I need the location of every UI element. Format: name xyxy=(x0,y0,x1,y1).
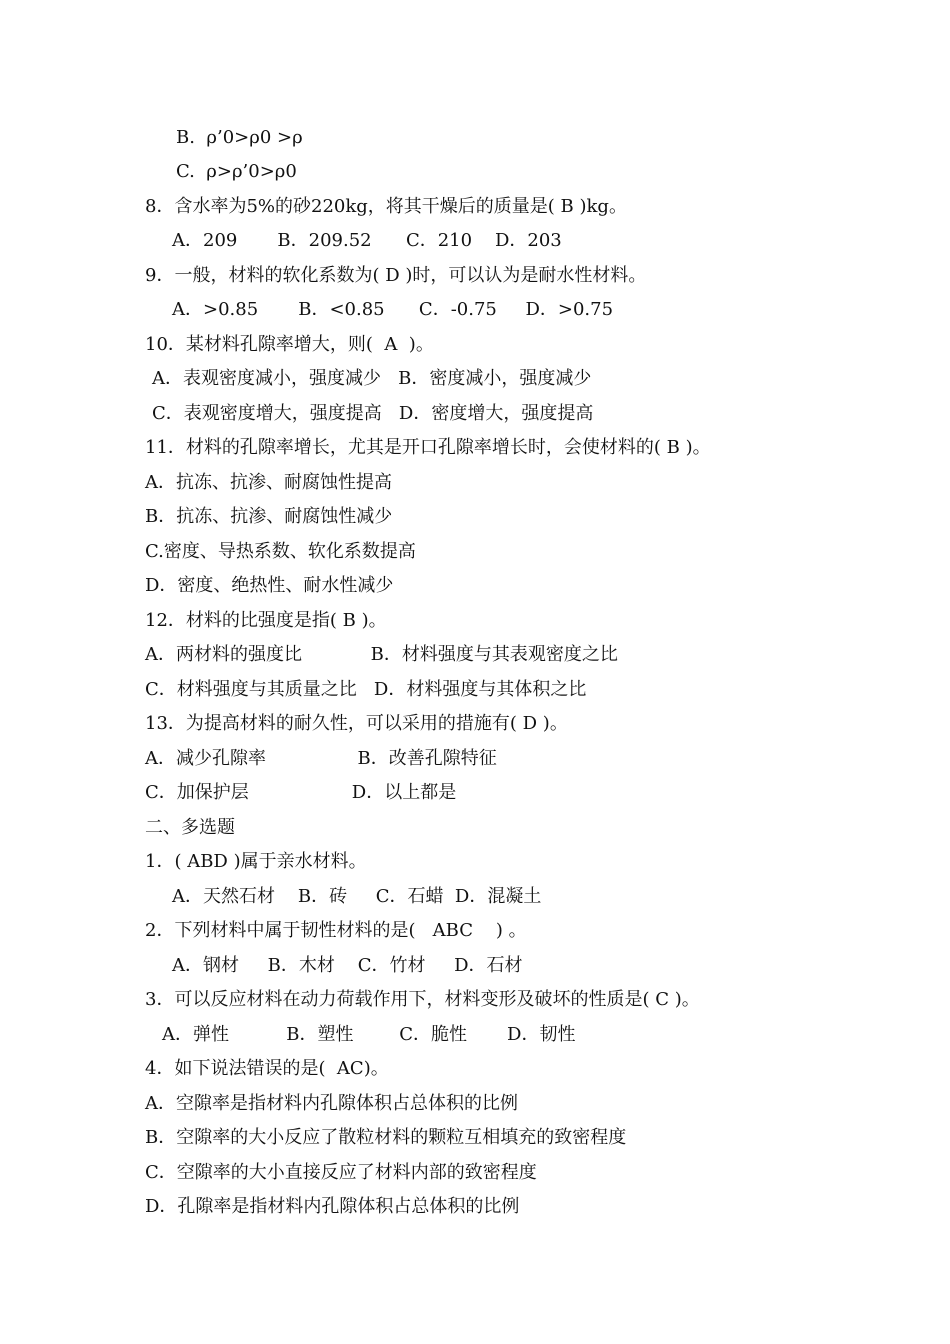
text-line: A．209 B．209.52 C．210 D．203 xyxy=(172,230,562,251)
text-line: A．空隙率是指材料内孔隙体积占总体积的比例 xyxy=(145,1093,518,1114)
text-line: C．空隙率的大小直接反应了材料内部的致密程度 xyxy=(145,1162,537,1183)
text-line: A．抗冻、抗渗、耐腐蚀性提高 xyxy=(145,472,392,493)
text-line: A．两材料的强度比 B．材料强度与其表观密度之比 xyxy=(145,644,618,665)
text-line: 3．可以反应材料在动力荷载作用下，材料变形及破坏的性质是( C )。 xyxy=(145,989,700,1010)
text-line: 2．下列材料中属于韧性材料的是( ABC ) 。 xyxy=(145,920,527,941)
text-line: D．密度、绝热性、耐水性减少 xyxy=(145,575,394,596)
text-line: A．天然石材 B．砖 C．石蜡 D．混凝土 xyxy=(172,886,542,907)
text-line: C．材料强度与其质量之比 D．材料强度与其体积之比 xyxy=(145,679,587,700)
text-line: 12．材料的比强度是指( B )。 xyxy=(145,610,387,631)
text-line: 8．含水率为5%的砂220kg，将其干燥后的质量是( B )kg。 xyxy=(145,196,627,217)
section-heading: 二、多选题 xyxy=(145,817,235,838)
text-line: C．表观密度增大，强度提高 D．密度增大，强度提高 xyxy=(152,403,594,424)
text-line: 10．某材料孔隙率增大，则( A )。 xyxy=(145,334,434,355)
text-line: C. ρ>ρ’0>ρ0 xyxy=(176,161,297,182)
text-line: C．加保护层 D．以上都是 xyxy=(145,782,457,803)
text-line: B．空隙率的大小反应了散粒材料的颗粒互相填充的致密程度 xyxy=(145,1127,627,1148)
text-line: 1．( ABD )属于亲水材料。 xyxy=(145,851,367,872)
text-line: A．弹性 B．塑性 C．脆性 D．韧性 xyxy=(162,1024,576,1045)
text-line: A．钢材 B．木材 C．竹材 D．石材 xyxy=(172,955,523,976)
text-line: B．抗冻、抗渗、耐腐蚀性减少 xyxy=(145,506,393,527)
text-line: 9．一般，材料的软化系数为( D )时，可以认为是耐水性材料。 xyxy=(145,265,647,286)
text-line: A．表观密度减小，强度减少 B．密度减小，强度减少 xyxy=(152,368,592,389)
text-line: A．减少孔隙率 B．改善孔隙特征 xyxy=(145,748,497,769)
text-line: D．孔隙率是指材料内孔隙体积占总体积的比例 xyxy=(145,1196,520,1217)
text-line: B. ρ’0>ρ0 >ρ xyxy=(176,127,303,148)
text-line: 4．如下说法错误的是( AC)。 xyxy=(145,1058,389,1079)
text-line: 11．材料的孔隙率增长，尤其是开口孔隙率增长时，会使材料的( B )。 xyxy=(145,437,711,458)
text-line: A．>0.85 B．<0.85 C．-0.75 D．>0.75 xyxy=(172,299,614,320)
text-line: C.密度、导热系数、软化系数提高 xyxy=(145,541,416,562)
text-line: 13．为提高材料的耐久性，可以采用的措施有( D )。 xyxy=(145,713,568,734)
